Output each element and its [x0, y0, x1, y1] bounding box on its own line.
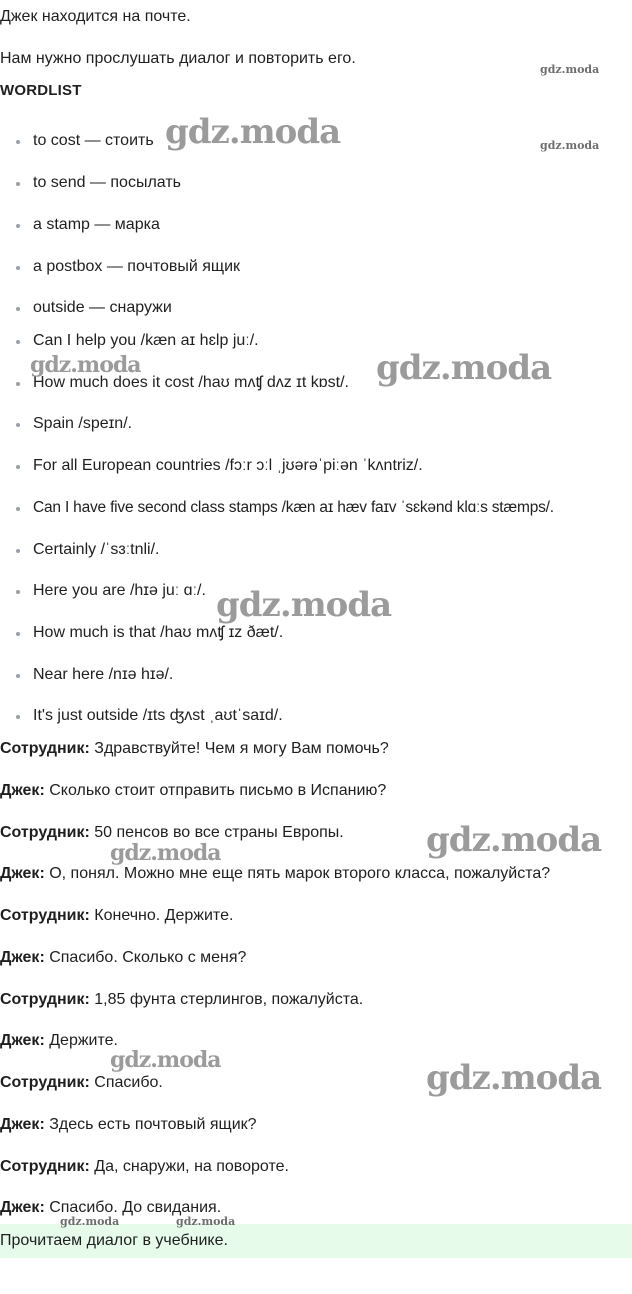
- dialog-text: О, понял. Можно мне еще пять марок второго класса, пожалуйста?: [44, 865, 551, 882]
- dialog-line: [0, 990, 363, 1010]
- watermark: gdz.moda: [110, 1047, 221, 1073]
- dialog-text: Спасибо.: [89, 1074, 163, 1091]
- wordlist-item: Can I have five second class stamps /kæn aɪ hæv faɪv ˈsɛkənd klɑːs stæmps/.: [33, 499, 554, 516]
- dialog-text: Спасибо. Сколько с меня?: [44, 949, 247, 966]
- watermark: gdz.moda: [426, 820, 602, 860]
- watermark: gdz.moda: [176, 1215, 236, 1228]
- dialog-text: 1,85 фунта стерлингов, пожалуйста.: [89, 991, 364, 1008]
- dialog-speaker: Джек:: [0, 949, 45, 966]
- watermark: gdz.moda: [540, 63, 600, 76]
- dialog-line: [0, 739, 389, 759]
- watermark: gdz.moda: [110, 840, 221, 866]
- dialog-speaker: Сотрудник:: [0, 740, 90, 757]
- dialog-speaker: Джек:: [0, 782, 45, 799]
- dialog-text: Конечно. Держите.: [89, 907, 234, 924]
- wordlist-item: How much does it cost /haʊ mʌʧ dʌz ɪt kɒst/.: [33, 374, 349, 391]
- dialog-text: Здравствуйте! Чем я могу Вам помочь?: [89, 740, 389, 757]
- wordlist-item: to send — посылать: [33, 174, 181, 191]
- watermark: gdz.moda: [426, 1058, 602, 1098]
- wordlist-item: It's just outside /ɪts ʤʌst ˌaʊtˈsaɪd/.: [33, 707, 283, 724]
- dialog-speaker: Джек:: [0, 865, 45, 882]
- watermark: gdz.moda: [216, 585, 392, 625]
- dialog-speaker: Джек:: [0, 1116, 45, 1133]
- wordlist-item: Certainly /ˈsɜːtnli/.: [33, 541, 160, 558]
- dialog-speaker: Джек:: [0, 1032, 45, 1049]
- dialog-line: [0, 1073, 163, 1093]
- watermark: gdz.moda: [60, 1215, 120, 1228]
- footer-note: Прочитаем диалог в учебнике.: [0, 1224, 632, 1258]
- dialog-speaker: Сотрудник:: [0, 824, 90, 841]
- wordlist-item: a stamp — марка: [33, 216, 160, 233]
- dialog-line: [0, 1115, 257, 1135]
- dialog-line: [0, 864, 550, 884]
- dialog-text: Да, снаружи, на повороте.: [89, 1158, 289, 1175]
- wordlist-item: outside — снаружи: [33, 299, 172, 316]
- dialog-text: Спасибо. До свидания.: [44, 1199, 222, 1216]
- wordlist-item: Here you are /hɪə juː ɑː/.: [33, 582, 206, 599]
- dialog-text: Сколько стоит отправить письмо в Испанию?: [44, 782, 387, 799]
- wordlist-item: How much is that /haʊ mʌʧ ɪz ðæt/.: [33, 624, 284, 641]
- dialog-speaker: Джек:: [0, 1199, 45, 1216]
- dialog-text: 50 пенсов во все страны Европы.: [89, 824, 344, 841]
- dialog-line: [0, 781, 386, 801]
- watermark: gdz.moda: [165, 112, 341, 152]
- intro-line-2: Нам нужно прослушать диалог и повторить его.: [0, 50, 356, 67]
- wordlist-heading: WORDLIST: [0, 82, 82, 99]
- dialog-text: Здесь есть почтовый ящик?: [44, 1116, 257, 1133]
- wordlist-item: Near here /nɪə hɪə/.: [33, 666, 174, 683]
- dialog-line: [0, 1157, 289, 1177]
- wordlist-item: For all European countries /fɔːr ɔːl ˌjʊərəˈpiːən ˈkʌntriz/.: [33, 457, 423, 474]
- dialog-line: [0, 948, 246, 968]
- dialog-speaker: Сотрудник:: [0, 1158, 90, 1175]
- dialog-speaker: Сотрудник:: [0, 991, 90, 1008]
- watermark: gdz.moda: [30, 352, 141, 378]
- dialog-speaker: Сотрудник:: [0, 1074, 90, 1091]
- intro-line-1: Джек находится на почте.: [0, 8, 191, 25]
- dialog-text: Держите.: [44, 1032, 118, 1049]
- watermark: gdz.moda: [540, 139, 600, 152]
- wordlist-item: to cost — стоить: [33, 132, 154, 149]
- wordlist-item: a postbox — почтовый ящик: [33, 258, 241, 275]
- wordlist-item: Can I help you /kæn aɪ hɛlp juː/.: [33, 332, 259, 349]
- wordlist-item: Spain /speɪn/.: [33, 415, 133, 432]
- dialog-line: [0, 906, 233, 926]
- watermark: gdz.moda: [376, 348, 552, 388]
- dialog-speaker: Сотрудник:: [0, 907, 90, 924]
- dialog-line: [0, 1031, 118, 1051]
